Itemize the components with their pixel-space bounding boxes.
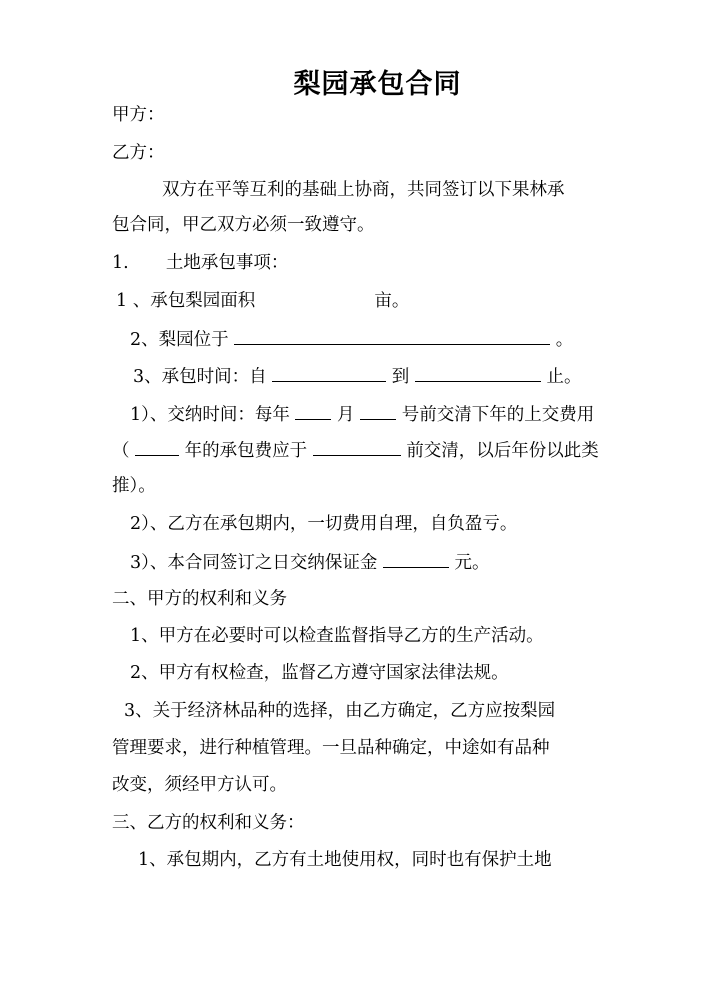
section-2-item-3-line-3: 改变，须经甲方认可。 — [112, 775, 287, 795]
section-3-item-1: 1、承包期内，乙方有土地使用权，同时也有保护土地 — [138, 850, 552, 870]
sub-1-line-2 — [112, 437, 599, 463]
intro-line-2: 包合同，甲乙双方必须一致遵守。 — [112, 215, 375, 235]
section-1-heading — [112, 251, 288, 275]
item-3-start-blank[interactable] — [272, 363, 386, 382]
item-1-suffix: 亩。 — [374, 291, 410, 311]
item-2-prefix: 2、梨园位于 — [130, 330, 229, 350]
sub-1-deadline-blank[interactable] — [313, 437, 401, 456]
item-3-end-blank[interactable] — [415, 363, 541, 382]
party-a-label: 甲方： — [112, 105, 165, 125]
sub-1-line-3: 推）。 — [112, 476, 156, 496]
section-2-item-2: 2、甲方有权检查，监督乙方遵守国家法律法规。 — [130, 663, 509, 683]
sub-1-month-blank[interactable] — [360, 401, 396, 420]
section-3-heading: 三、乙方的权利和义务： — [112, 813, 305, 833]
sub-3-deposit — [130, 549, 490, 575]
item-2-suffix: 。 — [555, 330, 574, 350]
section-2-item-3-line-2: 管理要求，进行种植管理。一旦品种确定，中途如有品种 — [112, 738, 550, 758]
item-1-area — [116, 289, 409, 313]
sub-3-deposit-blank[interactable] — [383, 549, 449, 568]
sub-1-fee-year-blank[interactable] — [135, 437, 179, 456]
item-2-location-blank[interactable] — [234, 326, 550, 345]
section-2-item-1: 1、甲方在必要时可以检查监督指导乙方的生产活动。 — [130, 626, 544, 646]
sub-1-line-1 — [130, 401, 594, 427]
item-1-prefix: 1 、承包梨园面积 — [116, 291, 256, 311]
party-b-label: 乙方： — [112, 143, 165, 163]
document-title: 梨园承包合同 — [293, 69, 462, 100]
sub-1-l2-part-1: （ — [112, 441, 130, 461]
sub-1-year-blank[interactable] — [295, 401, 331, 420]
section-2-item-3-line-1: 3、关于经济林品种的选择，由乙方确定，乙方应按梨园 — [124, 701, 556, 721]
item-2-location — [130, 326, 573, 352]
sub-1-part-3: 号前交清下年的上交费用 — [401, 405, 595, 425]
item-3-suffix: 止。 — [546, 367, 582, 387]
sub-1-part-1: 1）、交纳时间：每年 — [130, 405, 290, 425]
sub-1-part-2: 月 — [337, 405, 355, 425]
sub-3-suffix: 元。 — [454, 553, 490, 573]
item-3-period — [133, 363, 581, 389]
section-1-title: 土地承包事项： — [165, 253, 289, 273]
sub-2: 2）、乙方在承包期内，一切费用自理，自负盈亏。 — [130, 514, 518, 534]
section-1-number: 1. — [112, 253, 129, 273]
section-2-heading: 二、甲方的权利和义务 — [112, 589, 287, 609]
sub-3-prefix: 3）、本合同签订之日交纳保证金 — [130, 553, 378, 573]
sub-1-l2-part-2: 年的承包费应于 — [184, 441, 308, 461]
sub-1-l2-part-3: 前交清，以后年份以此类 — [406, 441, 599, 461]
item-3-mid: 到 — [391, 367, 410, 387]
item-3-prefix: 3、承包时间：自 — [133, 367, 267, 387]
intro-line-1: 双方在平等互利的基础上协商，共同签订以下果林承 — [162, 180, 565, 200]
